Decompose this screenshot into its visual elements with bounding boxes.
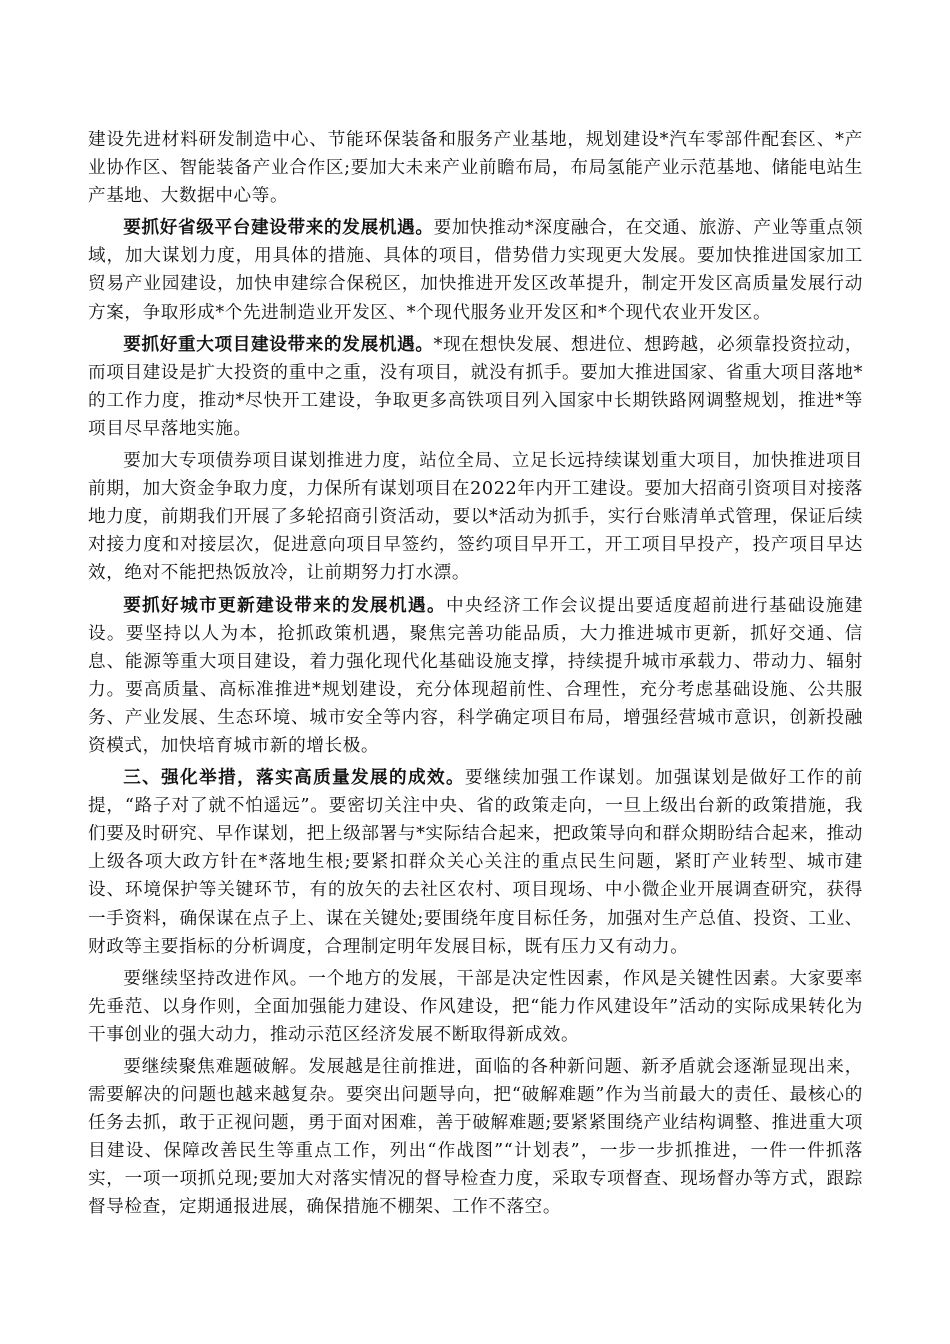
paragraph-text: 要继续聚焦难题破解。发展越是往前推进，面临的各种新问题、新矛盾就会逐渐显现出来，需要解决的问题也越来越复杂。要突出问题导向，把“破解难题”作为当前最大的责任、最核心的任务去抓，敢于正视问题，勇于面对困难，善于破解难题;要紧紧围绕产业结构调整、推进重大项目建设、保障改善民生等重点工作，列出“作战图”“计划表”，一步一步抓推进，一件一件抓落实，一项一项抓兑现;要加大对落实情况的督导检查力度，采取专项督查、现场督办等方式，跟踪督导检查，定期通报进展，确保措施不棚架、工作不落空。 [88,1057,863,1218]
paragraph-text: 要继续加强工作谋划。加强谋划是做好工作的前提，“路子对了就不怕遥远”。要密切关注中央、省的政策走向，一旦上级出台新的政策措施，我们要及时研究、早作谋划，把上级部署与*实际结合起来，把政策导向和群众期盼结合起来，推动上级各项大政方针在*落地生根;要紧扣群众关心关注的重点民生问题，紧盯产业转型、城市建设、环境保护等关键环节，有的放矢的去社区农村、项目现场、中小微企业开展调查研究，获得一手资料，确保谋在点子上、谋在关键处;要围绕年度目标任务，加强对生产总值、投资、工业、财政等主要指标的分析调度，合理制定明年发展目标，既有压力又有动力。 [88,768,863,957]
paragraph-provincial-platform [88,214,863,326]
paragraph-heading: 要抓好重大项目建设带来的发展机遇。 [123,333,434,355]
paragraph-heading: 要抓好城市更新建设带来的发展机遇。 [123,594,447,616]
paragraph-heading: 要抓好省级平台建设带来的发展机遇。 [123,217,434,239]
paragraph-text: 建设先进材料研发制造中心、节能环保装备和服务产业基地，规划建设*汽车零部件配套区、*产业协作区、智能装备产业合作区;要加大未来产业前瞻布局，布局氢能产业示范基地、储能电站生产基地、大数据中心等。 [88,130,863,207]
document-body [88,126,863,1222]
paragraph-special-bonds [88,447,863,587]
paragraph-text: 要加大专项债券项目谋划推进力度，站位全局、立足长远持续谋划重大项目，加快推进项目前期，加大资金争取力度，力保所有谋划项目在2022年内开工建设。要加大招商引资项目对接落地力度，前期我们开展了多轮招商引资活动，要以*活动为抓手，实行台账清单式管理，保证后续对接力度和对接层次，促进意向项目早签约，签约项目早开工，开工项目早投产，投产项目早达效，绝对不能把热饭放冷，让前期努力打水漂。 [88,451,863,584]
paragraph-text: 要继续坚持改进作风。一个地方的发展，干部是决定性因素，作风是关键性因素。大家要率先垂范、以身作则，全面加强能力建设、作风建设，把“能力作风建设年”活动的实际成果转化为干事创业的强大动力，推动示范区经济发展不断取得新成效。 [88,968,863,1045]
paragraph-section-three [88,764,863,961]
paragraph-text: 中央经济工作会议提出要适度超前进行基础设施建设。要坚持以人为本，抢抓政策机遇，聚焦完善功能品质，大力推进城市更新，抓好交通、信息、能源等重大项目建设，着力强化现代化基础设施支撑，持续提升城市承载力、带动力、辐射力。要高质量、高标准推进*规划建设，充分体现超前性、合理性，充分考虑基础设施、公共服务、产业发展、生态环境、城市安全等内容，科学确定项目布局，增强经营城市意识，创新投融资模式，加快培育城市新的增长极。 [88,595,864,756]
section-heading: 三、强化举措，落实高质量发展的成效。 [123,767,465,789]
paragraph-urban-renewal [88,592,863,761]
paragraph-text: *现在想快发展、想进位、想跨越，必须靠投资拉动，而项目建设是扩大投资的重中之重，没有项目，就没有抓手。要加大推进国家、省重大项目落地*的工作力度，推动*尽快开工建设，争取更多高铁项目列入国家中长期铁路网调整规划，推进*等项目尽早落地实施。 [88,334,864,439]
paragraph-work-style [88,965,863,1049]
paragraph-problem-solving [88,1053,863,1222]
paragraph-continuation [88,126,863,210]
paragraph-major-projects [88,331,863,443]
paragraph-text: 要加快推动*深度融合，在交通、旅游、产业等重点领域，加大谋划力度，用具体的措施、具体的项目，借势借力实现更大发展。要加快推进国家加工贸易产业园建设，加快申建综合保税区，加快推进开发区改革提升，制定开发区高质量发展行动方案，争取形成*个先进制造业开发区、*个现代服务业开发区和*个现代农业开发区。 [88,218,864,323]
